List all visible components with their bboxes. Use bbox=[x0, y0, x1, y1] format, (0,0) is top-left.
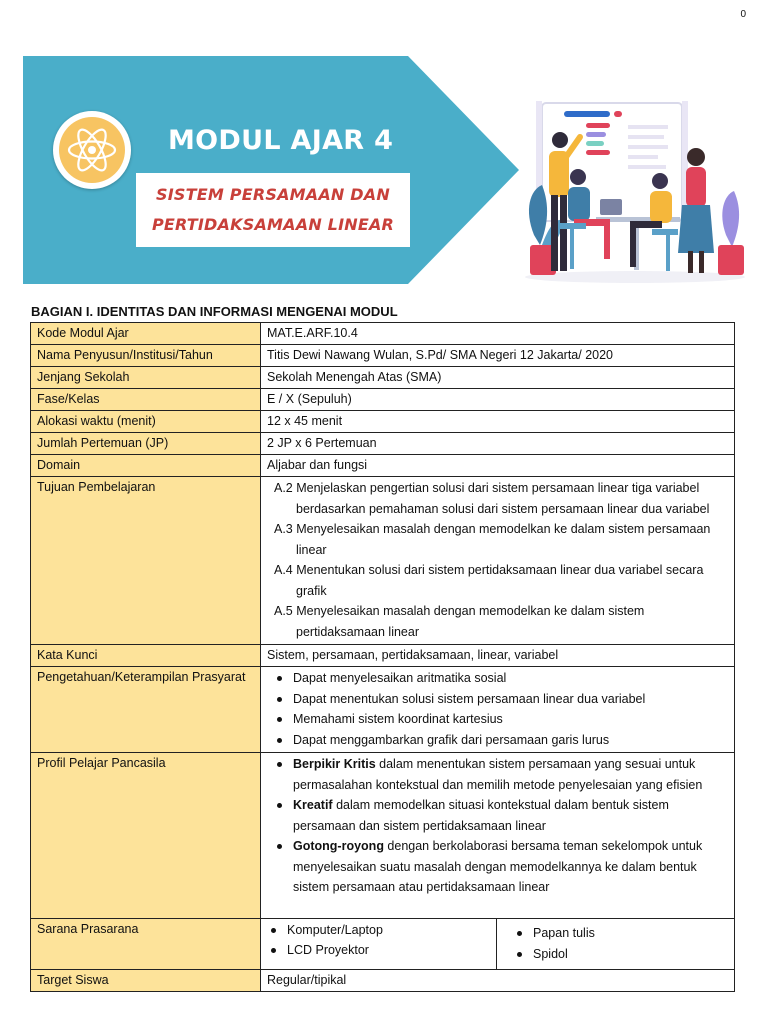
row-value: 2 JP x 6 Pertemuan bbox=[261, 433, 735, 455]
profile-desc: dalam memodelkan situasi kontekstual dalam bentuk sistem persamaan dan sistem pertidaksamaan linear bbox=[293, 798, 669, 833]
module-subtitle-line-2: PERTIDAKSAMAAN LINEAR bbox=[151, 215, 395, 234]
profile-trait: Berpikir Kritis bbox=[293, 757, 376, 771]
atom-badge bbox=[53, 111, 131, 189]
list-item: Dapat menentukan solusi sistem persamaan linear dua variabel bbox=[293, 689, 728, 710]
profile-desc: dengan berkolaborasi bersama teman sekelompok untuk menyelesaikan suatu masalah dengan memodelkannya ke dalam bentuk sistem persamaan atau pertidaksamaan linear bbox=[293, 839, 703, 894]
row-value: Regular/tipikal bbox=[261, 969, 735, 991]
page-number: 0 bbox=[740, 9, 746, 20]
profile-trait: Kreatif bbox=[293, 798, 333, 812]
list-item: Komputer/Laptop bbox=[287, 920, 496, 941]
section-title: BAGIAN I. IDENTITAS DAN INFORMASI MENGENAI MODUL bbox=[31, 304, 398, 319]
table-row bbox=[31, 455, 735, 477]
row-value: Sekolah Menengah Atas (SMA) bbox=[261, 367, 735, 389]
table-row bbox=[31, 345, 735, 367]
list-item: Spidol bbox=[533, 944, 595, 965]
list-item: LCD Proyektor bbox=[287, 940, 496, 961]
row-label: Sarana Prasarana bbox=[31, 918, 261, 969]
atom-icon bbox=[65, 123, 119, 177]
module-title: MODUL AJAR 4 bbox=[168, 125, 394, 156]
module-subtitle-box bbox=[136, 173, 410, 247]
objective-item: A.2 Menjelaskan pengertian solusi dari sistem persamaan linear tiga variabel berdasarkan pemahaman solusi dari sistem persamaan linear dua variabel bbox=[274, 481, 710, 516]
row-label: Jumlah Pertemuan (JP) bbox=[31, 433, 261, 455]
row-value: Aljabar dan fungsi bbox=[261, 455, 735, 477]
objective-item: A.5 Menyelesaikan masalah dengan memodelkan ke dalam sistem pertidaksamaan linear bbox=[274, 604, 645, 639]
table-row bbox=[31, 389, 735, 411]
row-label: Domain bbox=[31, 455, 261, 477]
row-label: Profil Pelajar Pancasila bbox=[31, 753, 261, 919]
table-row bbox=[31, 477, 735, 645]
table-row bbox=[31, 753, 735, 919]
profile-trait: Gotong-royong bbox=[293, 839, 384, 853]
row-label: Alokasi waktu (menit) bbox=[31, 411, 261, 433]
row-label: Target Siswa bbox=[31, 969, 261, 991]
team-illustration bbox=[520, 95, 750, 285]
list-item bbox=[293, 795, 728, 836]
table-row bbox=[31, 411, 735, 433]
table-row bbox=[31, 645, 735, 667]
table-row bbox=[31, 433, 735, 455]
module-subtitle-line-1: SISTEM PERSAMAAN DAN bbox=[156, 185, 390, 204]
row-label: Pengetahuan/Keterampilan Prasyarat bbox=[31, 667, 261, 753]
row-value: E / X (Sepuluh) bbox=[261, 389, 735, 411]
learning-objectives bbox=[261, 477, 735, 645]
list-item bbox=[293, 754, 728, 795]
row-label: Kata Kunci bbox=[31, 645, 261, 667]
objective-item: A.3 Menyelesaikan masalah dengan memodelkan ke dalam sistem persamaan linear bbox=[274, 522, 711, 557]
row-value: 12 x 45 menit bbox=[261, 411, 735, 433]
list-item: Memahami sistem koordinat kartesius bbox=[293, 709, 728, 730]
module-identity-table bbox=[30, 322, 735, 992]
facilities bbox=[261, 918, 735, 969]
list-item: Dapat menggambarkan grafik dari persamaan garis lurus bbox=[293, 730, 728, 751]
row-value: Sistem, persamaan, pertidaksamaan, linear, variabel bbox=[261, 645, 735, 667]
row-label: Fase/Kelas bbox=[31, 389, 261, 411]
row-label: Tujuan Pembelajaran bbox=[31, 477, 261, 645]
list-item: Dapat menyelesaikan aritmatika sosial bbox=[293, 668, 728, 689]
table-row bbox=[31, 367, 735, 389]
list-item: Papan tulis bbox=[533, 923, 595, 944]
list-item bbox=[293, 836, 728, 898]
profile-desc: dalam menentukan sistem persamaan yang sesuai untuk permasalahan kontekstual dan memilih metode penyelesaian yang efisien bbox=[293, 757, 703, 792]
objective-item: A.4 Menentukan solusi dari sistem pertidaksamaan linear dua variabel secara grafik bbox=[274, 563, 704, 598]
row-label: Jenjang Sekolah bbox=[31, 367, 261, 389]
row-label: Kode Modul Ajar bbox=[31, 323, 261, 345]
table-row bbox=[31, 969, 735, 991]
row-label: Nama Penyusun/Institusi/Tahun bbox=[31, 345, 261, 367]
table-row bbox=[31, 918, 735, 969]
row-value: Titis Dewi Nawang Wulan, S.Pd/ SMA Negeri 12 Jakarta/ 2020 bbox=[261, 345, 735, 367]
table-row bbox=[31, 667, 735, 753]
prerequisites bbox=[261, 667, 735, 753]
row-value: MAT.E.ARF.10.4 bbox=[261, 323, 735, 345]
table-row bbox=[31, 323, 735, 345]
pancasila-profile bbox=[261, 753, 735, 919]
